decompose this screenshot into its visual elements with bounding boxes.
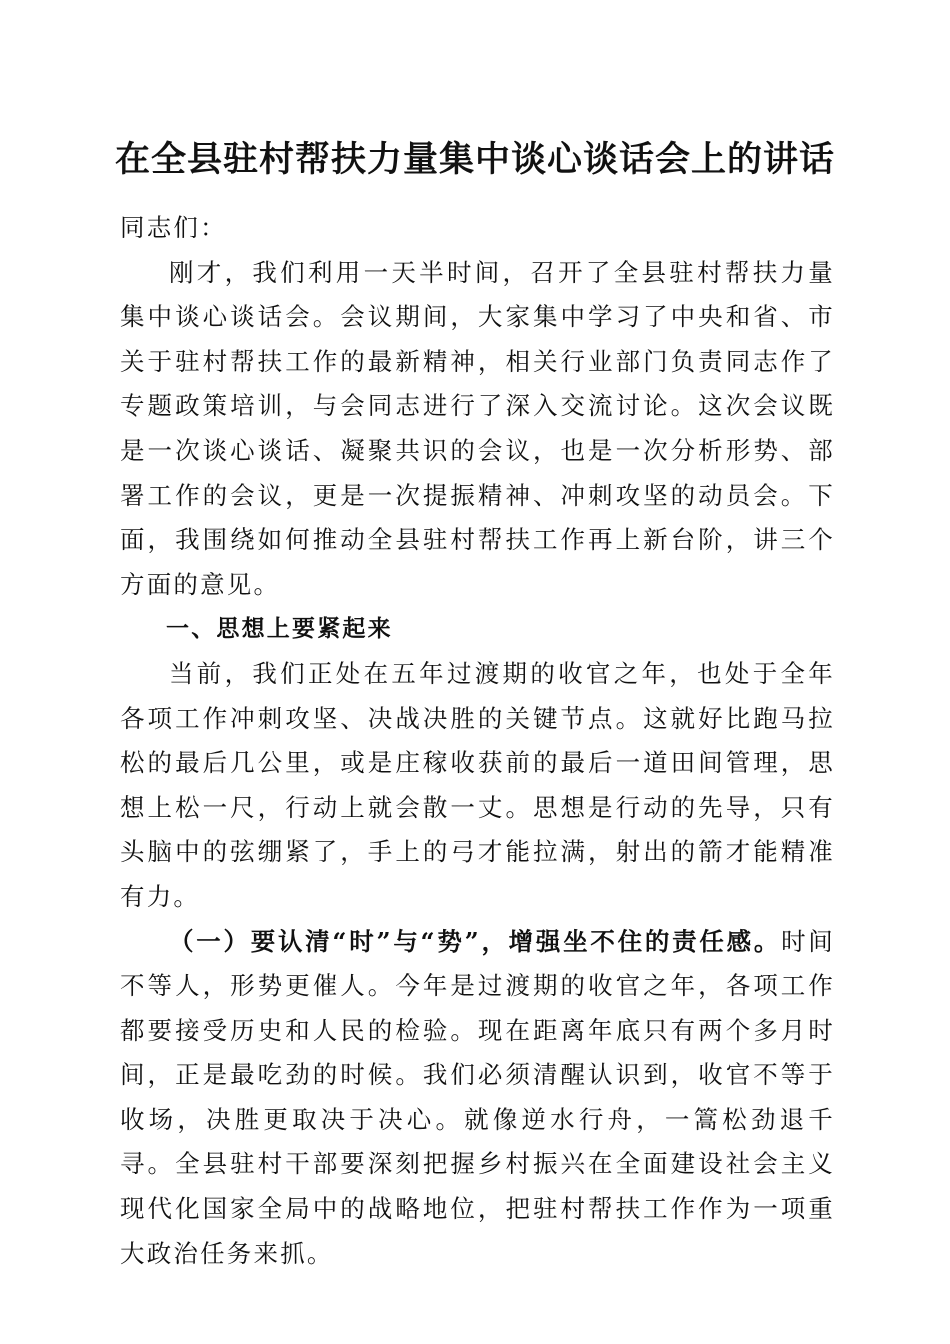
section-heading-1: 一、思想上要紧起来: [166, 616, 393, 643]
paragraph-subsection-1: [120, 920, 835, 1277]
subsection-1-text: 时间不等人，形势更催人。今年是过渡期的收官之年，各项工作都要接受历史和人民的检验。现在距离年底只有两个多月时间，正是最吃劲的时候。我们必须清醒认识到，收官不等于收场，决胜更取决于决心。就像逆水行舟，一篙松劲退千寻。全县驻村干部要深刻把握乡村振兴在全面建设社会主义现代化国家全局中的战略地位，把驻村帮扶工作作为一项重大政治任务来抓。: [120, 926, 835, 1268]
document-title: 在全县驻村帮扶力量集中谈心谈话会上的讲话: [114, 139, 835, 180]
document-body: [120, 206, 835, 1276]
subsection-heading-1: （一）要认清“时”与“势”，增强坐不住的责任感。: [169, 926, 782, 956]
greeting: 同志们：: [120, 213, 227, 242]
paragraph-section-1: 当前，我们正处在五年过渡期的收官之年，也处于全年各项工作冲刺攻坚、决战决胜的关键节点。这就好比跑马拉松的最后几公里，或是庄稼收获前的最后一道田间管理，思想上松一尺，行动上就会散一丈。思想是行动的先导，只有头脑中的弦绷紧了，手上的弓才能拉满，射出的箭才能精准有力。: [120, 658, 835, 911]
paragraph-intro: 刚才，我们利用一天半时间，召开了全县驻村帮扶力量集中谈心谈话会。会议期间，大家集中学习了中央和省、市关于驻村帮扶工作的最新精神，相关行业部门负责同志作了专题政策培训，与会同志进行了深入交流讨论。这次会议既是一次谈心谈话、凝聚共识的会议，也是一次分析形势、部署工作的会议，更是一次提振精神、冲刺攻坚的动员会。下面，我围绕如何推动全县驻村帮扶工作再上新台阶，讲三个方面的意见。: [120, 257, 835, 599]
